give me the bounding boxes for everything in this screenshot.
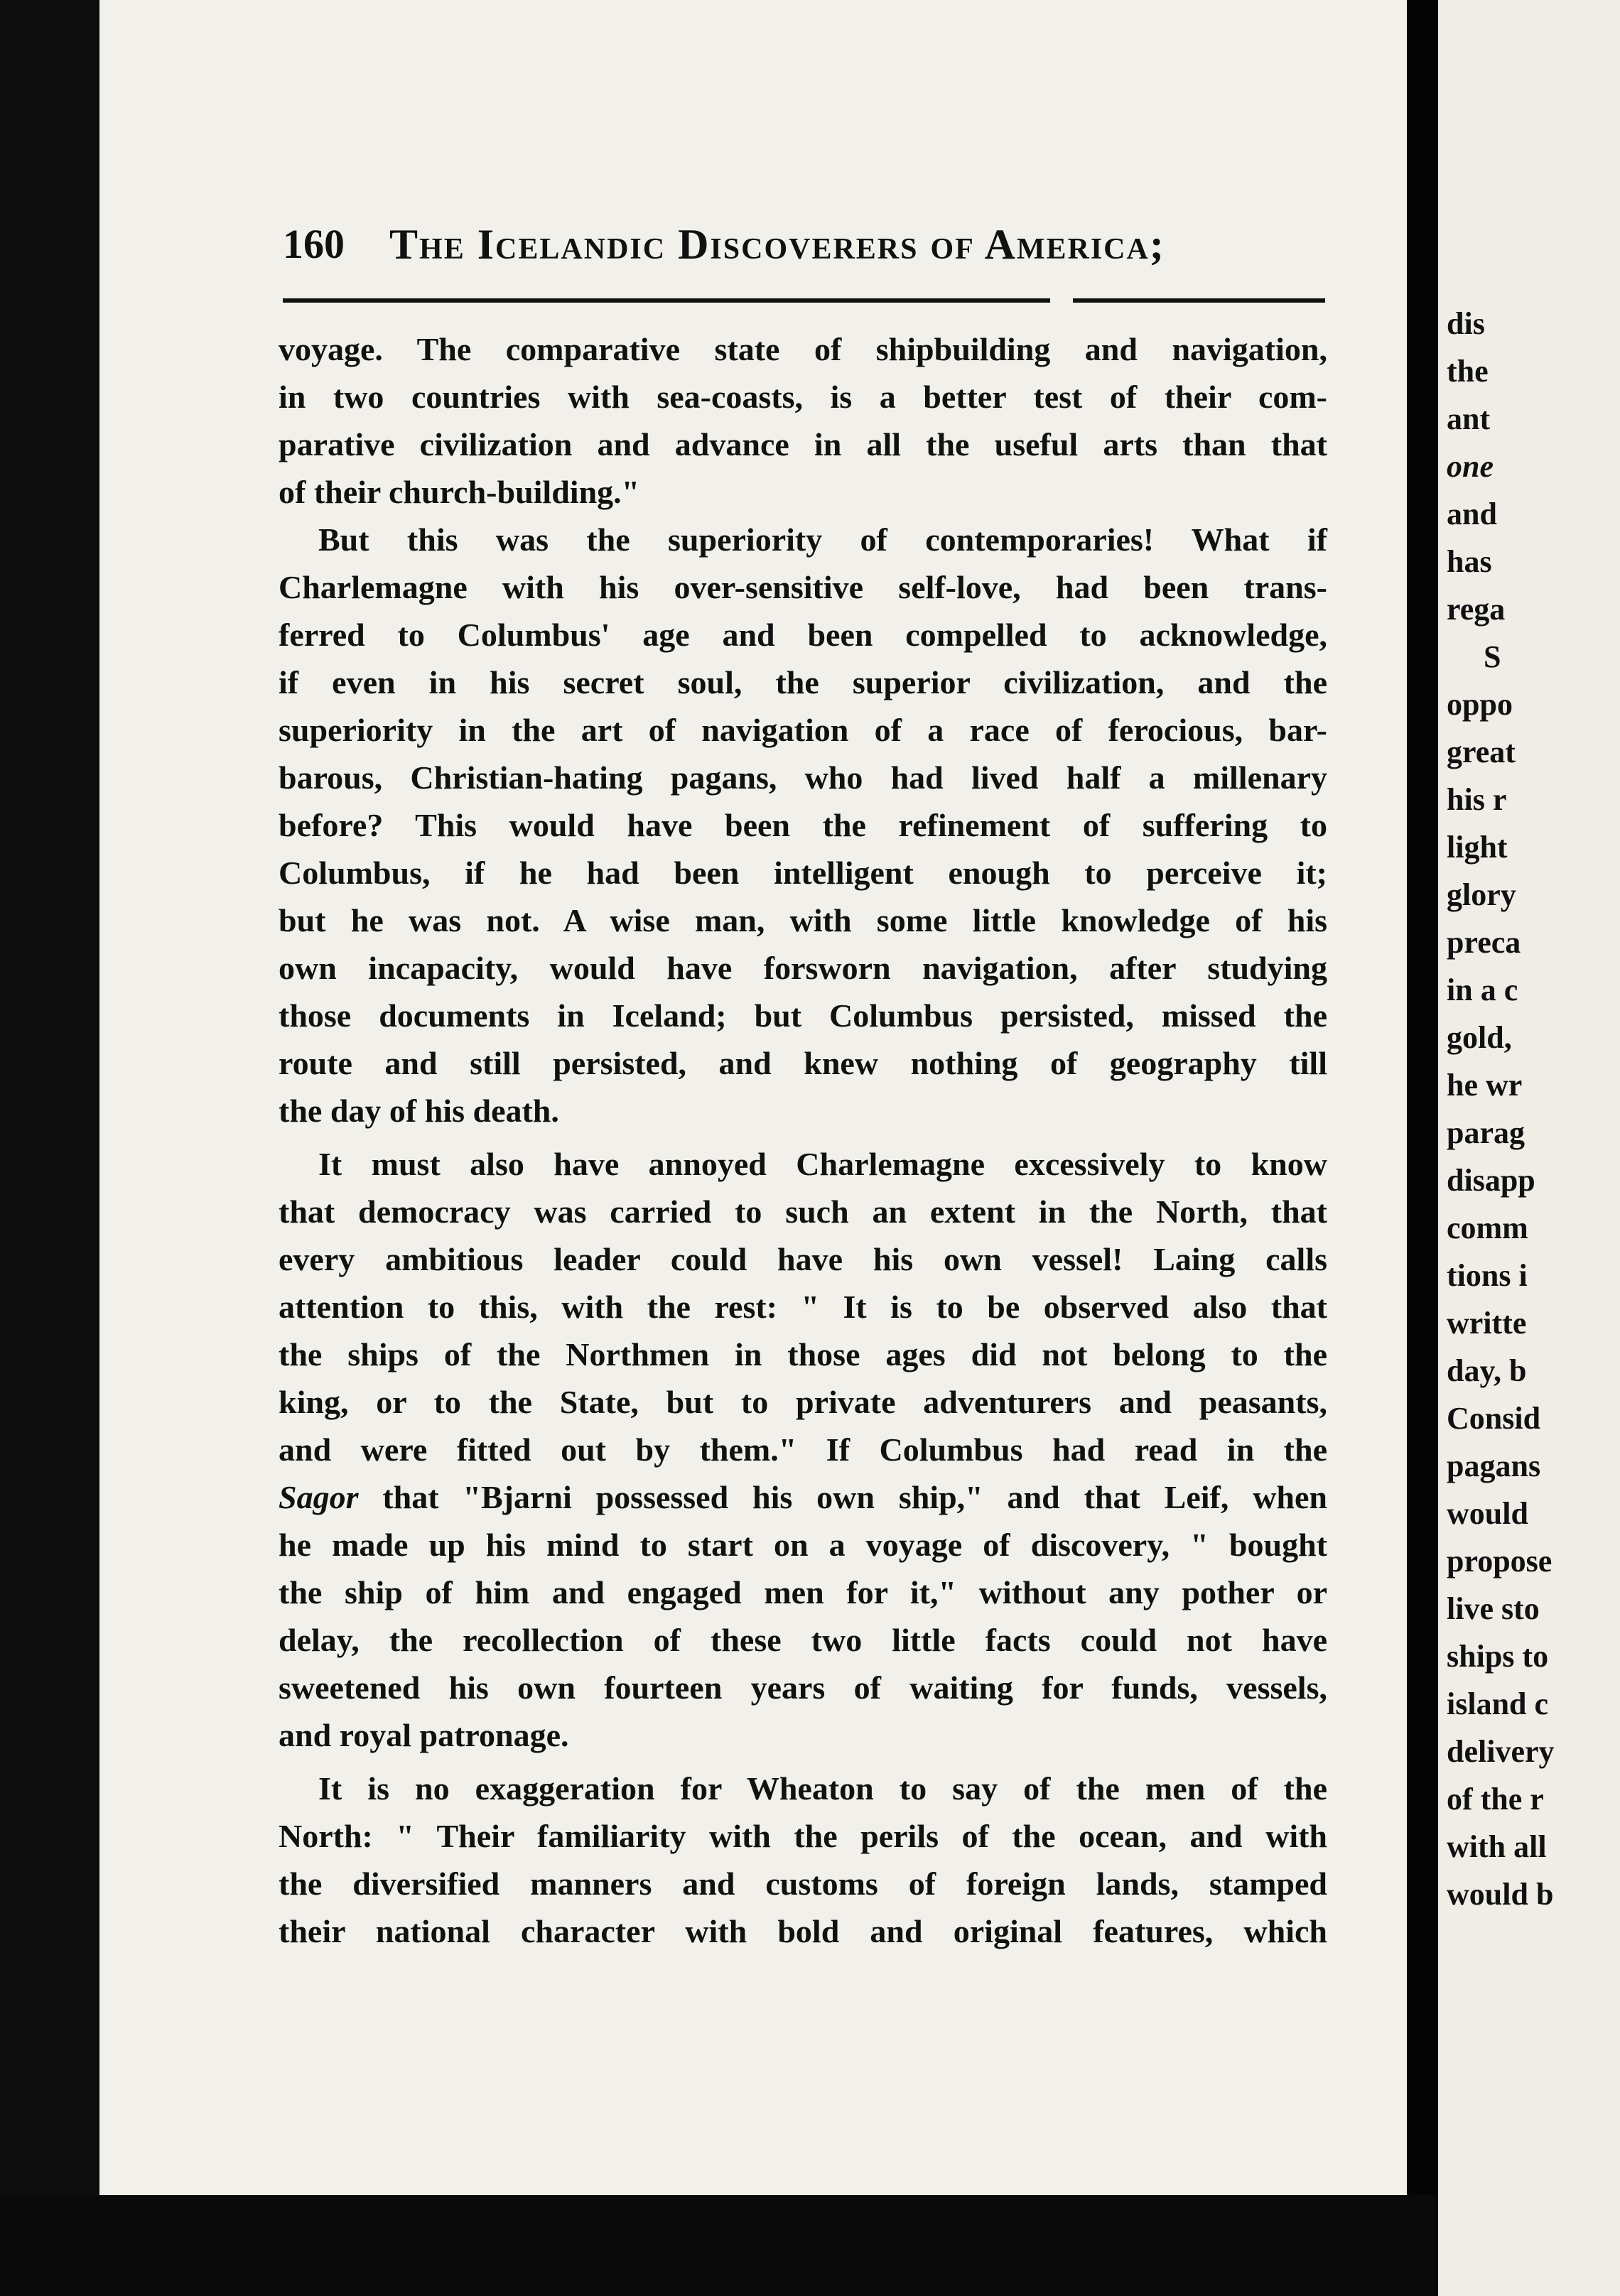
body-text: [279, 325, 1327, 1955]
text-line: voyage. The comparative state of shipbuilding and navigation,: [279, 331, 1327, 367]
right-line: oppo: [1447, 687, 1513, 722]
text-line: North: " Their familiarity with the perils of the ocean, and with: [279, 1818, 1327, 1854]
right-line: preca: [1447, 925, 1521, 960]
right-line: the: [1447, 354, 1489, 389]
text-line: he made up his mind to start on a voyage of discovery, " bought: [279, 1527, 1327, 1563]
text-line: delay, the recollection of these two little facts could not have: [279, 1622, 1327, 1658]
text-line: the day of his death.: [279, 1093, 559, 1129]
right-line: day, b: [1447, 1353, 1527, 1388]
right-line: he wr: [1447, 1068, 1523, 1103]
right-line: dis: [1447, 306, 1485, 341]
book-gutter: [1408, 0, 1438, 2296]
text-line: king, or to the State, but to private adventurers and peasants,: [279, 1384, 1327, 1420]
right-line: gold,: [1447, 1020, 1512, 1055]
right-line: glory: [1447, 877, 1516, 912]
right-line: tions i: [1447, 1258, 1528, 1293]
text-line: in two countries with sea-coasts, is a better test of their com-: [279, 379, 1327, 415]
text-line: Charlemagne with his over-sensitive self-love, had been trans-: [279, 569, 1327, 605]
right-line: writte: [1447, 1306, 1527, 1341]
text-line: and royal patronage.: [279, 1717, 569, 1753]
right-line: in a c: [1447, 973, 1518, 1007]
text-line: every ambitious leader could have his own vessel! Laing calls: [279, 1241, 1327, 1277]
right-line: light: [1447, 830, 1508, 865]
right-line: pagans: [1447, 1448, 1541, 1483]
text-line: that democracy was carried to such an extent in the North, that: [279, 1193, 1327, 1230]
right-line: with all: [1447, 1829, 1547, 1864]
running-header: [283, 220, 1327, 284]
text-line: if even in his secret soul, the superior civilization, and the: [279, 664, 1327, 700]
right-line: one: [1447, 449, 1494, 484]
right-line: has: [1447, 544, 1492, 579]
running-title: The Icelandic Discoverers of America;: [389, 221, 1165, 268]
text-line: the ship of him and engaged men for it," without any pother or: [279, 1574, 1327, 1610]
text-line: superiority in the art of navigation of a race of ferocious, bar-: [279, 712, 1327, 748]
text-line: It is no exaggeration for Wheaton to say of the men of the: [318, 1770, 1327, 1807]
text-line: route and still persisted, and knew nothing of geography till: [279, 1045, 1327, 1081]
header-rule: [283, 298, 1050, 303]
right-line: delivery: [1447, 1734, 1555, 1769]
right-line: great: [1447, 735, 1516, 769]
text-line: Sagor that "Bjarni possessed his own ship," and that Leif, when: [279, 1479, 1327, 1515]
right-line: would: [1447, 1496, 1528, 1531]
right-line: island c: [1447, 1686, 1549, 1721]
right-line: comm: [1447, 1211, 1528, 1245]
right-line: his r: [1447, 782, 1507, 817]
scan-border: [0, 2195, 1438, 2296]
text-line: their national character with bold and original features, which: [279, 1913, 1327, 1949]
right-line: S: [1484, 639, 1501, 674]
text-line: Columbus, if he had been intelligent enough to perceive it;: [279, 855, 1327, 891]
text-line: of their church-building.": [279, 474, 640, 510]
text-line: It must also have annoyed Charlemagne excessively to know: [318, 1146, 1327, 1182]
right-line: parag: [1447, 1115, 1525, 1150]
right-line: and: [1447, 497, 1497, 531]
text-line: ferred to Columbus' age and been compelled to acknowledge,: [279, 617, 1327, 653]
right-line: ships to: [1447, 1639, 1549, 1674]
right-line: ant: [1447, 401, 1491, 436]
right-line: rega: [1447, 592, 1506, 627]
text-line: attention to this, with the rest: " It is to be observed also that: [279, 1289, 1327, 1325]
text-line: the ships of the Northmen in those ages did not belong to the: [279, 1336, 1327, 1372]
right-line: of the r: [1447, 1782, 1544, 1816]
text-line: before? This would have been the refinement of suffering to: [279, 807, 1327, 843]
right-line: Consid: [1447, 1401, 1541, 1436]
text-line: own incapacity, would have forsworn navigation, after studying: [279, 950, 1327, 986]
text-line: those documents in Iceland; but Columbus persisted, missed the: [279, 997, 1327, 1034]
text-line: and were fitted out by them." If Columbus had read in the: [279, 1431, 1327, 1468]
text-line: But this was the superiority of contemporaries! What if: [318, 521, 1327, 558]
right-line: live sto: [1447, 1591, 1540, 1626]
text-line: the diversified manners and customs of foreign lands, stamped: [279, 1866, 1327, 1902]
text-line: but he was not. A wise man, with some little knowledge of his: [279, 902, 1327, 938]
text-line: parative civilization and advance in all the useful arts than that: [279, 426, 1327, 462]
page-number: 160: [283, 221, 345, 267]
text-line: sweetened his own fourteen years of waiting for funds, vessels,: [279, 1669, 1327, 1706]
text-line: barous, Christian-hating pagans, who had lived half a millenary: [279, 759, 1327, 796]
right-line: propose: [1447, 1544, 1552, 1578]
right-page-edge: [1438, 0, 1620, 2296]
right-line: disapp: [1447, 1163, 1535, 1198]
header-rule-right: [1073, 298, 1325, 303]
right-line: would b: [1447, 1877, 1554, 1912]
